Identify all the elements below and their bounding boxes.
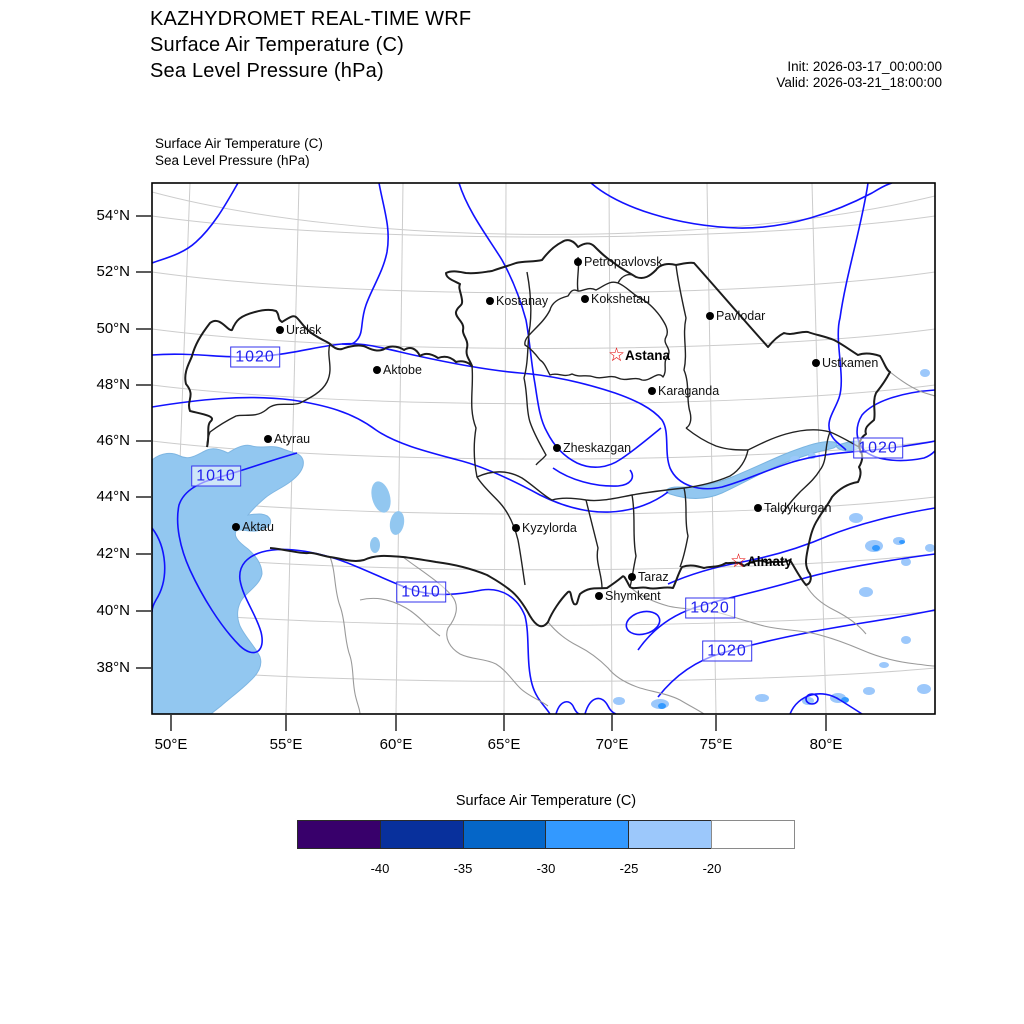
lat-tick-label: 38°N	[96, 659, 130, 676]
city-marker-aktau: Aktau	[232, 520, 274, 534]
colorbar-tick-label: -35	[453, 861, 473, 876]
city-marker-pavlodar: Pavlodar	[706, 309, 765, 323]
panel-label	[155, 136, 323, 169]
city-marker-almaty: ☆ Almaty	[730, 550, 793, 572]
capital-star-icon: ☆	[608, 344, 626, 366]
city-dot-icon	[512, 524, 520, 532]
city-marker-zheskazgan: Zheskazgan	[553, 441, 631, 455]
aral-sea-remnants	[368, 479, 406, 553]
temperature-colorbar	[297, 820, 795, 849]
city-marker-karaganda: Karaganda	[648, 384, 719, 398]
lon-tick-label: 70°E	[595, 736, 629, 753]
city-dot-icon	[373, 366, 381, 374]
main-title	[150, 6, 471, 84]
valid-time: Valid: 2026-03-21_18:00:00	[776, 75, 942, 90]
lat-tick-label: 46°N	[96, 432, 130, 449]
lon-tick-label: 60°E	[379, 736, 413, 753]
colorbar-segment	[463, 820, 547, 849]
lon-tick-label: 75°E	[699, 736, 733, 753]
isobar-label-1020-se-a: 1020	[685, 598, 735, 619]
city-dot-icon	[628, 573, 636, 581]
city-dot-icon	[553, 444, 561, 452]
init-time: Init: 2026-03-17_00:00:00	[787, 59, 942, 74]
title-line-1: KAZHYDROMET REAL-TIME WRF	[150, 8, 472, 30]
lat-tick-label: 44°N	[96, 488, 130, 505]
isobar-label-1010-south: 1010	[396, 582, 446, 603]
lat-tick-label: 48°N	[96, 376, 130, 393]
isobar-label-1020-nw: 1020	[230, 347, 280, 368]
city-marker-aktobe: Aktobe	[373, 363, 422, 377]
city-marker-kokshetau: Kokshetau	[581, 292, 650, 306]
colorbar-segment	[545, 820, 629, 849]
city-dot-icon	[648, 387, 656, 395]
country-borders	[330, 372, 935, 714]
colorbar-segment	[628, 820, 712, 849]
colorbar-title: Surface Air Temperature (C)	[455, 793, 637, 809]
colorbar-segment	[711, 820, 795, 849]
isobar-label-1020-se-b: 1020	[702, 641, 752, 662]
city-marker-taldykurgan: Taldykurgan	[754, 501, 831, 515]
city-marker-taraz: Taraz	[628, 570, 669, 584]
lon-tick-label: 65°E	[487, 736, 521, 753]
city-dot-icon	[754, 504, 762, 512]
panel-label-line-2: Sea Level Pressure (hPa)	[155, 152, 310, 168]
city-dot-icon	[276, 326, 284, 334]
city-dot-icon	[595, 592, 603, 600]
city-marker-astana: ☆ Astana	[608, 344, 671, 366]
colorbar-tick-label: -40	[370, 861, 390, 876]
city-marker-ustkamen: Ustkamen	[812, 356, 878, 370]
lat-tick-label: 52°N	[96, 263, 130, 280]
colorbar-segment	[297, 820, 381, 849]
lat-tick-label: 50°N	[96, 320, 130, 337]
city-dot-icon	[706, 312, 714, 320]
colorbar-tick-label: -30	[536, 861, 556, 876]
city-marker-shymkent: Shymkent	[595, 589, 661, 603]
lat-tick-label: 54°N	[96, 207, 130, 224]
city-dot-icon	[574, 258, 582, 266]
title-line-3: Sea Level Pressure (hPa)	[150, 60, 384, 82]
city-marker-uralsk: Uralsk	[276, 323, 321, 337]
city-marker-atyrau: Atyrau	[264, 432, 310, 446]
panel-label-line-1: Surface Air Temperature (C)	[155, 136, 323, 151]
city-marker-kyzylorda: Kyzylorda	[512, 521, 577, 535]
lon-tick-label: 55°E	[269, 736, 303, 753]
capital-star-icon: ☆	[730, 550, 748, 572]
model-run-times	[690, 59, 942, 91]
colorbar-tick-label: -25	[619, 861, 639, 876]
city-dot-icon	[581, 295, 589, 303]
city-dot-icon	[264, 435, 272, 443]
isobar-label-1010-west: 1010	[191, 466, 241, 487]
title-line-2: Surface Air Temperature (C)	[150, 34, 405, 56]
lon-tick-label: 80°E	[809, 736, 843, 753]
isobar-label-1020-east: 1020	[853, 438, 903, 459]
colorbar-tick-label: -20	[702, 861, 722, 876]
city-marker-petropavlovsk: Petropavlovsk	[574, 255, 663, 269]
city-dot-icon	[486, 297, 494, 305]
city-dot-icon	[812, 359, 820, 367]
city-marker-kostanay: Kostanay	[486, 294, 548, 308]
colorbar-segment	[380, 820, 464, 849]
weather-map-canvas	[120, 180, 950, 780]
lat-tick-label: 42°N	[96, 545, 130, 562]
lon-tick-label: 50°E	[154, 736, 188, 753]
lat-tick-label: 40°N	[96, 602, 130, 619]
city-dot-icon	[232, 523, 240, 531]
